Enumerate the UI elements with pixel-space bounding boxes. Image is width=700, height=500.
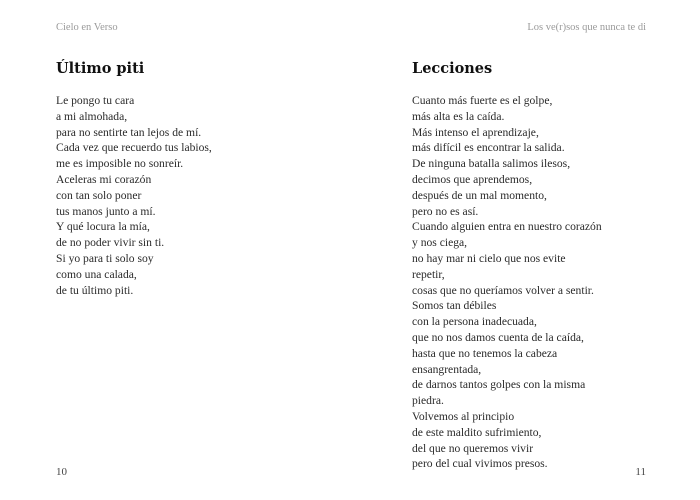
verse-line: que no nos damos cuenta de la caída, (412, 330, 584, 344)
verse-line: tus manos junto a mí. (56, 204, 156, 218)
verse-line: para no sentirte tan lejos de mí. (56, 125, 202, 139)
verse-line: Cuanto más fuerte es el golpe, (412, 94, 553, 107)
verse-line: repetir, (412, 267, 445, 281)
verse-line: del que no queremos vivir (412, 441, 534, 455)
verse-line: pero no es así. (412, 204, 479, 218)
verse-line: hasta que no tenemos la cabeza (412, 346, 558, 360)
verse-line: Cada vez que recuerdo tus labios, (56, 141, 212, 155)
verse-line: De ninguna batalla salimos ilesos, (412, 157, 571, 171)
verse-line: cosas que no queríamos volver a sentir. (412, 283, 594, 297)
verse-line: decimos que aprendemos, (412, 172, 533, 186)
verse-line: no hay mar ni cielo que nos evite (412, 251, 566, 265)
verse-line: más alta es la caída. (412, 109, 505, 123)
verse-line: de tu último piti. (56, 283, 134, 297)
verse-line: con tan solo poner (56, 188, 142, 202)
verse-line: Volvemos al principio (412, 409, 515, 423)
verse-line: de no poder vivir sin ti. (56, 236, 165, 250)
verse-line: más difícil es encontrar la salida. (412, 141, 565, 155)
verse-line: Más intenso el aprendizaje, (412, 125, 539, 139)
verse-line: de darnos tantos golpes con la misma (412, 378, 586, 392)
verse-line: de este maldito sufrimiento, (412, 425, 542, 439)
verse-line: piedra. (412, 394, 444, 408)
poem-title: Lecciones (412, 60, 493, 77)
verse-line: pero del cual vivimos presos. (412, 457, 548, 471)
verse-line: Cuando alguien entra en nuestro corazón (412, 220, 602, 234)
page-number: 10 (56, 466, 67, 478)
poem-body (412, 93, 602, 472)
verse-line: Somos tan débiles (412, 299, 497, 313)
verse-line: como una calada, (56, 267, 137, 281)
running-head-section-title: Los ve(r)sos que nunca te di (527, 22, 646, 33)
verse-line: a mi almohada, (56, 109, 128, 123)
poem-title: Último piti (56, 60, 145, 77)
poem-body (56, 93, 212, 298)
running-head-book-title: Cielo en Verso (56, 22, 118, 33)
right-page (350, 0, 700, 500)
verse-line: Si yo para ti solo soy (56, 251, 154, 265)
verse-line: después de un mal momento, (412, 188, 547, 202)
page-number: 11 (635, 466, 646, 478)
verse-line: ensangrentada, (412, 362, 482, 376)
verse-line: Le pongo tu cara (56, 94, 135, 107)
verse-line: y nos ciega, (412, 236, 468, 250)
verse-line: Aceleras mi corazón (56, 172, 152, 186)
verse-line: Y qué locura la mía, (56, 220, 150, 234)
verse-line: me es imposible no sonreír. (56, 157, 184, 171)
verse-line: con la persona inadecuada, (412, 315, 537, 329)
